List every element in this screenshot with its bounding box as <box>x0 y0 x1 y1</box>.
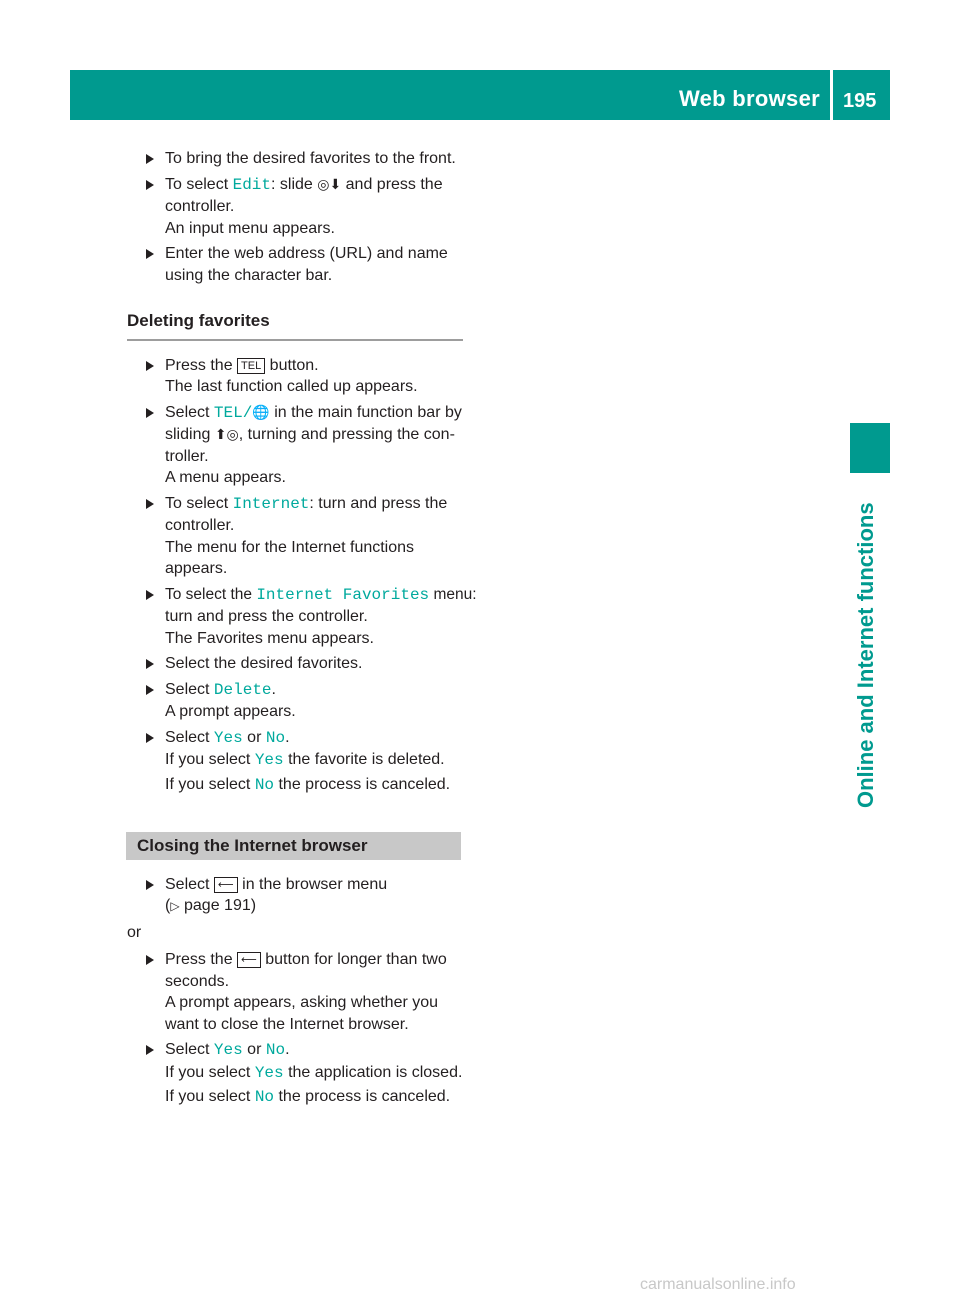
list-item <box>146 174 482 240</box>
step-text: Select <box>165 403 214 421</box>
step-line <box>165 402 482 425</box>
step-text: Select <box>165 1041 214 1058</box>
step-text: the favorite is deleted. <box>283 751 445 768</box>
step-line <box>165 949 482 971</box>
step-text: or <box>242 728 266 746</box>
section-title: Closing the Internet browser <box>126 832 461 860</box>
step-text: If you select <box>165 751 255 768</box>
step-result: A prompt appears. <box>165 703 296 720</box>
bullet-arrow-icon <box>146 499 154 509</box>
step-text: button for longer than two <box>260 951 447 968</box>
tel-key-icon: TEL <box>237 358 265 374</box>
menu-item-tel: TEL/ <box>213 403 253 422</box>
menu-item-yes: Yes <box>213 728 243 747</box>
step-text: or <box>242 1041 266 1058</box>
main-column <box>127 148 482 1113</box>
step-text: and press the <box>341 175 443 193</box>
bullet-arrow-icon <box>146 154 154 164</box>
watermark: carmanualsonline.info <box>640 1276 796 1293</box>
step-text: controller. <box>165 517 235 534</box>
step-text: To bring the desired favorites to the front. <box>165 150 456 167</box>
step-line <box>165 1062 482 1085</box>
step-text: the process is canceled. <box>274 1088 451 1105</box>
header-separator <box>830 70 833 120</box>
step-text: , turning and pressing the con- <box>238 426 455 443</box>
menu-item-internet-favorites: Internet Favorites <box>256 585 430 604</box>
menu-item-yes: Yes <box>254 751 284 769</box>
step-result: appears. <box>165 560 228 577</box>
bullet-arrow-icon <box>146 590 154 600</box>
step-text: the application is closed. <box>283 1063 463 1081</box>
page-ref-triangle-icon: ▷ <box>170 899 180 913</box>
list-item <box>146 148 482 170</box>
step-text: . <box>271 680 276 698</box>
list-item <box>146 402 482 489</box>
back-icon: ⟵ <box>237 952 261 968</box>
step-text: in the browser menu <box>237 875 388 893</box>
list-item <box>146 243 482 286</box>
list-item <box>146 679 482 723</box>
step-line <box>165 774 482 797</box>
step-line <box>165 727 482 750</box>
page-number: 195 <box>843 90 877 112</box>
step-text: page 191) <box>179 897 257 914</box>
step-text: Enter the web address (URL) and name <box>165 245 448 262</box>
bullet-arrow-icon <box>146 180 154 190</box>
or-text: or <box>127 923 142 941</box>
step-text: troller. <box>165 447 209 465</box>
side-tab-label: Online and Internet functions <box>853 502 878 808</box>
controller-slide-down-icon: ◎⬇ <box>317 175 342 192</box>
step-text: controller. <box>165 198 235 215</box>
step-result: The last function called up appears. <box>165 378 418 395</box>
step-line <box>165 679 482 702</box>
menu-item-no: No <box>254 775 275 794</box>
menu-item-internet: Internet <box>232 494 310 513</box>
step-line <box>165 1039 482 1062</box>
menu-item-edit: Edit <box>232 175 271 194</box>
menu-item-delete: Delete <box>213 680 272 699</box>
step-text: menu: <box>429 585 477 603</box>
list-item <box>146 1039 482 1109</box>
step-line <box>165 874 482 896</box>
step-line <box>165 584 482 607</box>
step-text: If you select <box>165 775 255 793</box>
menu-item-yes: Yes <box>213 1041 243 1059</box>
step-result: A prompt appears, asking whether you <box>165 994 439 1011</box>
step-text: using the character bar. <box>165 266 333 284</box>
step-line <box>165 424 482 446</box>
bullet-arrow-icon <box>146 249 154 259</box>
step-result: An input menu appears. <box>165 219 335 237</box>
step-text: Press the <box>165 951 238 968</box>
bullet-arrow-icon <box>146 880 154 890</box>
step-text: : slide <box>271 175 318 193</box>
step-text: Select <box>165 875 214 893</box>
side-tab-block <box>850 423 890 473</box>
step-line <box>165 749 482 772</box>
step-text: in the main function bar by <box>269 403 462 421</box>
bullet-arrow-icon <box>146 955 154 965</box>
list-item <box>146 949 482 1035</box>
bullet-arrow-icon <box>146 408 154 418</box>
list-item <box>146 727 482 797</box>
step-text: : turn and press the <box>309 494 448 512</box>
step-text: ( <box>165 897 171 914</box>
globe-icon: 🌐 <box>252 403 270 420</box>
section-heading-deleting <box>127 310 482 341</box>
step-text: Select the desired favorites. <box>165 655 363 672</box>
bullet-arrow-icon <box>146 733 154 743</box>
list-item <box>146 874 482 918</box>
step-line <box>165 493 482 516</box>
controller-slide-up-icon: ⬆◎ <box>214 426 239 442</box>
menu-item-no: No <box>254 1088 275 1106</box>
step-text: To select the <box>165 585 257 603</box>
step-text: . <box>285 728 290 746</box>
step-text: button. <box>265 356 319 374</box>
step-result: want to close the Internet browser. <box>165 1015 409 1033</box>
list-item <box>146 355 482 398</box>
step-result: The Favorites menu appears. <box>165 629 374 647</box>
bullet-arrow-icon <box>146 659 154 669</box>
step-text: sliding <box>165 426 215 443</box>
step-text: To select <box>165 494 233 512</box>
page-reference <box>165 895 482 918</box>
list-item <box>146 584 482 650</box>
step-text: If you select <box>165 1088 255 1105</box>
step-text: To select <box>165 175 233 193</box>
step-text: Select <box>165 680 214 698</box>
divider <box>127 339 463 341</box>
menu-item-no: No <box>265 728 286 747</box>
list-item <box>146 493 482 580</box>
bullet-arrow-icon <box>146 1045 154 1055</box>
step-line <box>165 1086 482 1109</box>
step-text: Select <box>165 728 214 746</box>
menu-item-no: No <box>265 1041 286 1059</box>
section-title: Deleting favorites <box>127 311 270 330</box>
section-heading-closing <box>127 832 482 860</box>
step-text: seconds. <box>165 972 230 990</box>
bullet-arrow-icon <box>146 685 154 695</box>
step-text: If you select <box>165 1063 255 1081</box>
bullet-arrow-icon <box>146 361 154 371</box>
step-line <box>165 174 482 197</box>
step-text: . <box>285 1041 290 1058</box>
step-result: A menu appears. <box>165 469 286 486</box>
menu-item-yes: Yes <box>254 1063 284 1082</box>
step-result: The menu for the Internet functions <box>165 538 415 556</box>
step-text: the process is canceled. <box>274 775 451 793</box>
step-text: Press the <box>165 356 238 374</box>
back-icon: ⟵ <box>214 877 238 893</box>
list-item <box>146 653 482 675</box>
step-line <box>165 355 482 377</box>
page-title: Web browser <box>678 86 820 111</box>
step-text: turn and press the controller. <box>165 608 368 625</box>
